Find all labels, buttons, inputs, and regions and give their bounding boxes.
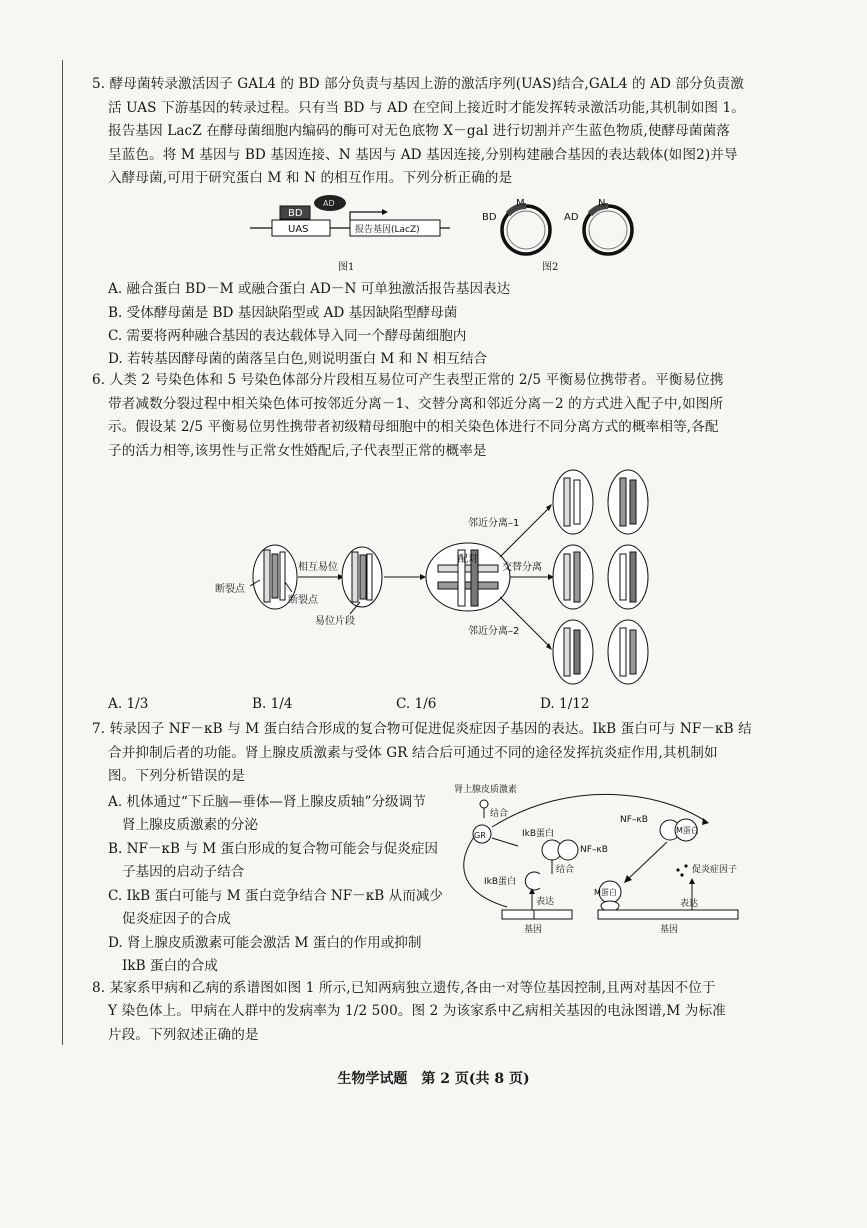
q8-line-3: 片段。下列叙述正确的是 bbox=[108, 1027, 259, 1043]
gene-label-1: 基因 bbox=[524, 925, 543, 935]
q7-option-b-line-2: 子基因的启动子结合 bbox=[122, 864, 245, 880]
q6-line-1: 6. 人类 2 号染色体和 5 号染色体部分片段相互易位可产生表型正常的 2/5 平衡易位携带者。平衡易位携 bbox=[92, 372, 724, 388]
q6-option-c: C. 1/6 bbox=[396, 696, 437, 712]
gene-label-2: 基因 bbox=[660, 925, 679, 935]
adjacent-1-label: 邻近分离–1 bbox=[468, 518, 520, 529]
page-footer: 生物学试题 第 2 页(共 8 页) bbox=[337, 1071, 530, 1087]
break-point-label-2: 断裂点 bbox=[288, 595, 318, 606]
q5-option-d: D. 若转基因酵母菌的菌落呈白色,则说明蛋白 M 和 N 相互结合 bbox=[108, 351, 488, 367]
q7-line-3: 图。下列分析错误的是 bbox=[108, 768, 245, 784]
q5-line-3: 报告基因 LacZ 在酵母菌细胞内编码的酶可对无色底物 X－gal 进行切割并产生蓝色物质,使酵母菌菌落 bbox=[108, 123, 730, 139]
q5-option-b: B. 受体酵母菌是 BD 基因缺陷型或 AD 基因缺陷型酵母菌 bbox=[108, 305, 458, 321]
nfkb-label-2: NF–κB bbox=[620, 815, 648, 825]
fig1-uas-label: UAS bbox=[288, 224, 309, 235]
adjacent-2-label: 邻近分离–2 bbox=[468, 626, 520, 637]
q7-option-c-line-1: C. IkB 蛋白可能与 M 蛋白竞争结合 NF－κB 从而减少 bbox=[108, 888, 443, 904]
q6-line-3: 示。假设某 2/5 平衡易位男性携带者初级精母细胞中的相关染色体进行不同分离方式的概率相等,各配 bbox=[108, 419, 719, 435]
q5-line-4: 呈蓝色。将 M 基因与 BD 基因连接、N 基因与 AD 基因连接,分别构建融合基因的表达载体(如图2)并导 bbox=[108, 147, 738, 163]
translocation-label: 相互易位 bbox=[298, 562, 338, 573]
q7-option-b-line-1: B. NF－κB 与 M 蛋白形成的复合物可能会与促炎症因 bbox=[108, 841, 439, 857]
inflammatory-factor-label: 促炎症因子 bbox=[692, 865, 738, 875]
fig2-ad-label: AD bbox=[564, 212, 579, 223]
fig2-caption: 图2 bbox=[542, 262, 559, 273]
q7-option-d-line-1: D. 肾上腺皮质激素可能会激活 M 蛋白的作用或抑制 bbox=[108, 935, 422, 951]
fig2-m-label: M bbox=[516, 198, 525, 209]
q8-line-1: 8. 某家系甲病和乙病的系谱图如图 1 所示,已知两病独立遗传,各由一对等位基因控制,且两对基因不位于 bbox=[92, 980, 716, 996]
outcome-cells bbox=[553, 470, 648, 684]
express-label-2: 表达 bbox=[680, 899, 699, 909]
fragment-label: 易位片段 bbox=[315, 616, 355, 627]
q7-option-c-line-2: 促炎症因子的合成 bbox=[122, 911, 231, 927]
q7-line-2: 合并抑制后者的功能。肾上腺皮质激素与受体 GR 结合后可通过不同的途径发挥抗炎症作用,其机制如 bbox=[108, 745, 718, 761]
bind-label-1: 结合 bbox=[490, 809, 509, 819]
q7-option-a-line-2: 肾上腺皮质激素的分泌 bbox=[122, 817, 258, 833]
fig2-bd-label: BD bbox=[482, 212, 497, 223]
q7-option-d-line-2: IkB 蛋白的合成 bbox=[122, 958, 218, 974]
break-point-label-1: 断裂点 bbox=[215, 584, 245, 595]
q5-option-c: C. 需要将两种融合基因的表达载体导入同一个酵母菌细胞内 bbox=[108, 328, 467, 344]
q5-line-5: 入酵母菌,可用于研究蛋白 M 和 N 的相互作用。下列分析正确的是 bbox=[108, 170, 513, 186]
express-label-1: 表达 bbox=[536, 897, 555, 907]
q6-option-a: A. 1/3 bbox=[108, 696, 149, 712]
bind-label-2: 结合 bbox=[556, 865, 575, 875]
q5-figure-1 bbox=[250, 192, 450, 252]
ikb-left-label: IkB蛋白 bbox=[484, 877, 517, 887]
q6-line-2: 带者减数分裂过程中相关染色体可按邻近分离－1、交替分离和邻近分离－2 的方式进入配子中,如图所 bbox=[108, 396, 724, 412]
q6-translocation-diagram bbox=[200, 462, 690, 692]
q6-option-d: D. 1/12 bbox=[540, 696, 590, 712]
q5-option-a: A. 融合蛋白 BD－M 或融合蛋白 AD－N 可单独激活报告基因表达 bbox=[108, 281, 511, 297]
gr-label: GR bbox=[474, 831, 486, 840]
page-margin-line bbox=[62, 60, 63, 1045]
fig1-bd-label: BD bbox=[288, 208, 303, 219]
q5-line-1: 5. 酵母菌转录激活因子 GAL4 的 BD 部分负责与基因上游的激活序列(UAS)结合,GAL4 的 AD 部分负责激 bbox=[92, 76, 744, 92]
q8-line-2: Y 染色体上。甲病在人群中的发病率为 1/2 500。图 2 为该家系中乙病相关基因的电泳图谱,M 为标准 bbox=[108, 1003, 726, 1019]
q5-line-2: 活 UAS 下游基因的转录过程。只有当 BD 与 AD 在空间上接近时才能发挥转录激活功能,其机制如图 1。 bbox=[108, 100, 745, 116]
m-protein-label-bottom: M蛋白 bbox=[594, 888, 617, 897]
hormone-label: 肾上腺皮质激素 bbox=[454, 785, 518, 795]
q7-mechanism-diagram bbox=[452, 782, 772, 942]
m-protein-label-top: M蛋白 bbox=[676, 826, 699, 835]
q7-option-a-line-1: A. 机体通过“下丘脑—垂体—肾上腺皮质轴”分级调节 bbox=[108, 794, 426, 810]
nfkb-label-1: NF–κB bbox=[580, 845, 608, 855]
fig2-n-label: N bbox=[598, 198, 606, 209]
alternate-label: 交替分离 bbox=[502, 562, 542, 573]
fig1-ad-label: AD bbox=[323, 199, 335, 208]
q6-line-4: 子的活力相等,该男性与正常女性婚配后,子代表型正常的概率是 bbox=[108, 443, 487, 459]
fig1-reporter-label: 报告基因(LacZ) bbox=[355, 225, 420, 235]
pairing-label: 配对 bbox=[458, 554, 478, 565]
q7-line-1: 7. 转录因子 NF－κB 与 M 蛋白结合形成的复合物可促进促炎症因子基因的表达。IkB 蛋白可与 NF－κB 结 bbox=[92, 721, 752, 737]
q6-option-b: B. 1/4 bbox=[252, 696, 293, 712]
fig1-caption: 图1 bbox=[338, 262, 355, 273]
q5-figure-2 bbox=[478, 200, 648, 260]
ikb-top-label: IkB蛋白 bbox=[522, 829, 555, 839]
